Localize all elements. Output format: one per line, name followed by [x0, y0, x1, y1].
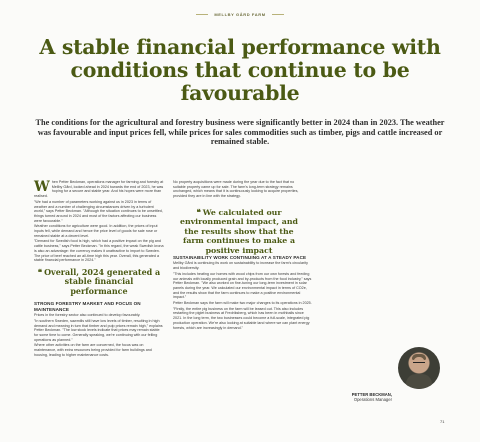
pull-quote-text: We calculated our environmental impact, and the results show that the farm continues to make a positive impact [180, 208, 298, 255]
body-paragraph: Where other activities on the farm are concerned, the focus was on maintenance, with extra resources being provided for farm buildings and housing, leading to higher maintenance costs. [34, 343, 152, 357]
caption-name: PETTER BECKMAN, [351, 392, 392, 397]
body-paragraph: Weather conditions for agriculture were good. In addition, the prices of input inputs fell, while demand and hence the price level of goods for sale rose or remained stable at a decent level. [34, 224, 158, 238]
portrait-body [406, 374, 432, 389]
pull-quote [36, 268, 162, 297]
header-rule-left [196, 14, 208, 15]
body-paragraph: Mellby Gård is continuing its work on sustainability to increase the farm's circularity and biodiversity. [173, 261, 308, 271]
body-paragraph: Prices in the forestry sector also continued to develop favourably. [34, 313, 141, 318]
intro-text: hen Petter Beckman, operations manager for farming and forestry at Mellby Gård, looked ahead in 2024 towards the end of 2023, he was hoping for a secure and stable year. And his hopes were more than realised. [34, 180, 164, 199]
section-heading: SUSTAINABILITY WORK CONTINUING AT A STEADY PACE [173, 255, 307, 260]
right-column [173, 252, 313, 331]
quote-icon: ❝ [37, 266, 43, 277]
section-header-label: MELLBY GÅRD FARM [214, 12, 266, 17]
header-rule-right [272, 14, 284, 15]
quote-icon: ❝ [196, 208, 201, 217]
body-paragraph: No property acquisitions were made during the year due to the fact that no suitable property came up for sale. The farm's long-term strategy remains unchanged, which means that it is continuously looking to acquire properties, provided they are in line with the strategy. [173, 180, 299, 199]
body-paragraph: "This includes heating our homes with wood chips from our own forests and feeding our animals with locally produced grain and by-products from the food industry," says Petter Beckman. "We also worked on fine-tuning our long-term investment in solar panels during the year. We calculated our environmental impact in terms of CO2e, and the results show that the farm continues to make a positive environmental impact." [173, 271, 312, 300]
section-header [0, 12, 480, 17]
middle-column [173, 180, 303, 200]
left-column [34, 180, 164, 359]
pull-quote-text: Overall, 2024 generated a stable financial performance [44, 266, 161, 296]
portrait-photo [398, 347, 440, 389]
body-paragraph: "We had a number of parameters working against us in 2023 in terms of weather and a number of challenging circumstances driven by a turbulent world," says Petter Beckman. "Although the situation continues to be unsettled, things turned around in 2024 and most of the factors affecting our business were favourable." [34, 199, 163, 223]
body-paragraph: "In southern Sweden, sawmills still have low levels of timber, resulting in high demand and meaning in turn that timber and pulp prices remain high," explains Petter Beckman. "The low stock levels indicate that prices may remain stable for some time to come. Generally speaking, we're continuing with our felling operations as planned." [34, 318, 163, 342]
page-title: A stable financial performance with conditions that continue to be favourable [39, 35, 441, 105]
drop-cap: W [34, 179, 50, 195]
body-paragraph: "Firstly, the entire pig business on the farm will be leased out. This also includes restarting the piglet business at Fredriksberg, which has been in mothballs since 2021. In the long term, the two businesses could become a full-scale, integrated pig production operation. We're also looking at suitable land where we can plant energy forests, which are increasingly in demand." [173, 306, 310, 330]
photo-caption [330, 392, 392, 402]
body-paragraph: "Demand for Swedish food is high, which had a positive impact on the pig and cattle business," says Petter Beckman. "In this regard, the weak Swedish krona is also an advantage: the currency makes it unattractive to import to Sweden. The price of beef reached an all-time high this year. Overall, this generated a stable financial performance in 2024." [34, 239, 164, 263]
portrait-glasses [413, 362, 425, 365]
pull-quote [175, 208, 303, 255]
intro-paragraph [34, 180, 164, 199]
page-number: 71 [440, 419, 445, 424]
page-subtitle: The conditions for the agricultural and forestry business were significantly better in 2024 than in 2023. The weather was favourable and input prices fell, while prices for sales commodities such as timber, pigs and cattle increased or remained stable. [35, 118, 445, 147]
caption-role: Operations Manager [353, 397, 392, 402]
body-paragraph: Petter Beckman says the farm will make two major changes to its operations in 2025. [173, 301, 312, 306]
section-heading: STRONG FORESTRY MARKET AND FOCUS ON MAINTENANCE [34, 301, 141, 312]
